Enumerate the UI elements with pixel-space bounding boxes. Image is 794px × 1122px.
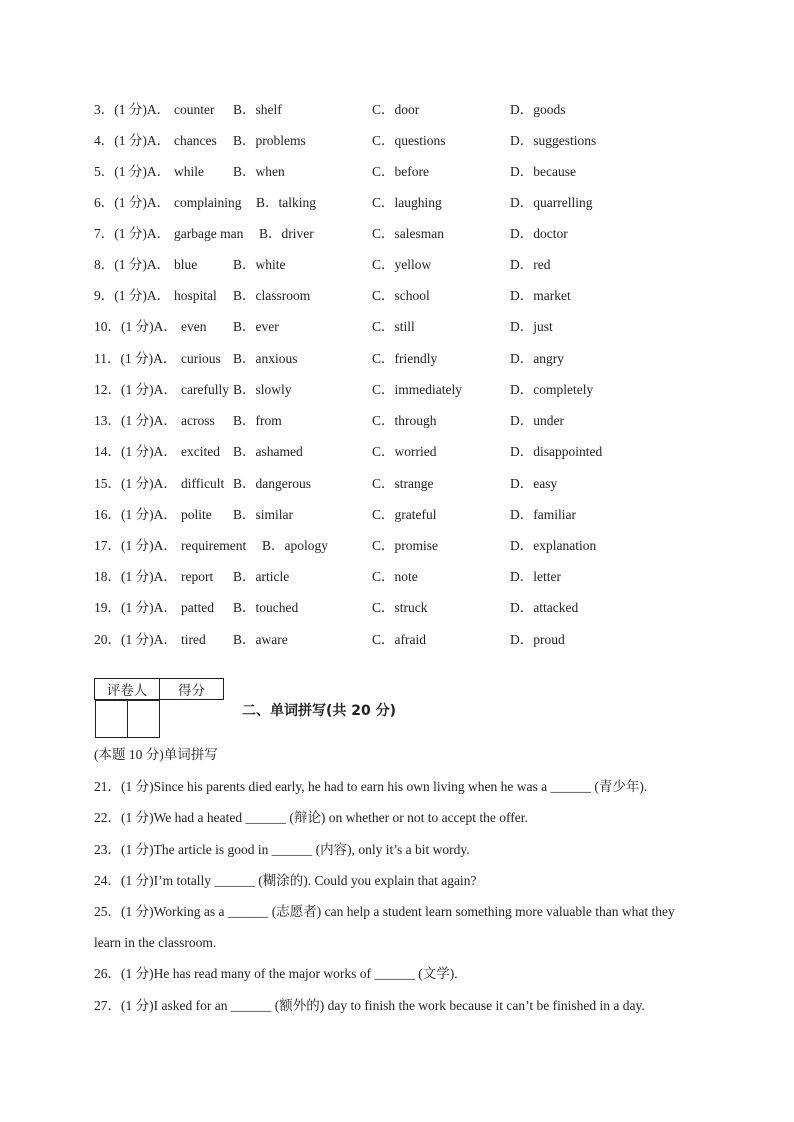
- question-number: 8．(1 分)A．: [94, 257, 171, 272]
- question-number: 7．(1 分)A．: [94, 226, 171, 241]
- option-c: C．worried: [372, 444, 437, 459]
- section-note: (本题 10 分)单词拼写: [94, 747, 218, 762]
- option-a: carefully: [181, 382, 229, 397]
- option-b: B．driver: [259, 226, 314, 241]
- grader-cell: [95, 701, 127, 738]
- option-d: D．angry: [510, 351, 564, 366]
- option-c: C．grateful: [372, 507, 437, 522]
- option-b: B．apology: [262, 538, 328, 553]
- option-c: C．still: [372, 319, 415, 334]
- grader-header: 评卷人: [95, 679, 160, 700]
- question-number: 13．(1 分)A．: [94, 413, 177, 428]
- option-b: B．ashamed: [233, 444, 303, 459]
- option-b: B．dangerous: [233, 476, 311, 491]
- option-d: D．suggestions: [510, 133, 597, 148]
- option-c: C．laughing: [372, 195, 442, 210]
- option-b: B．white: [233, 257, 286, 272]
- score-cell: [127, 701, 159, 738]
- option-a: excited: [181, 444, 220, 459]
- option-b: B．from: [233, 413, 282, 428]
- question-number: 16．(1 分)A．: [94, 507, 177, 522]
- option-d: D．disappointed: [510, 444, 603, 459]
- spelling-continuation: learn in the classroom.: [94, 935, 217, 950]
- section-title: 二、单词拼写(共 20 分): [242, 703, 397, 719]
- option-c: C．yellow: [372, 257, 432, 272]
- option-b: B．problems: [233, 133, 306, 148]
- option-a: chances: [174, 133, 217, 148]
- question-number: 10．(1 分)A．: [94, 319, 177, 334]
- option-c: C．door: [372, 102, 420, 117]
- option-c: C．before: [372, 164, 429, 179]
- option-b: B．anxious: [233, 351, 298, 366]
- option-a: requirement: [181, 538, 247, 553]
- option-c: C．strange: [372, 476, 434, 491]
- question-number: 6．(1 分)A．: [94, 195, 171, 210]
- option-d: D．red: [510, 257, 551, 272]
- question-number: 15．(1 分)A．: [94, 476, 177, 491]
- option-a: curious: [181, 351, 221, 366]
- question-number: 17．(1 分)A．: [94, 538, 177, 553]
- option-a: counter: [174, 102, 215, 117]
- option-d: D．market: [510, 288, 571, 303]
- option-d: D．goods: [510, 102, 566, 117]
- option-a: even: [181, 319, 207, 334]
- question-number: 19．(1 分)A．: [94, 600, 177, 615]
- option-c: C．salesman: [372, 226, 444, 241]
- spelling-question: 24．(1 分)I’m totally ______ (糊涂的). Could you explain that again?: [94, 873, 477, 888]
- spelling-question: 23．(1 分)The article is good in ______ (内容), only it’s a bit wordy.: [94, 842, 470, 857]
- option-b: B．talking: [256, 195, 316, 210]
- option-d: D．just: [510, 319, 553, 334]
- option-b: B．ever: [233, 319, 279, 334]
- option-c: C．afraid: [372, 632, 426, 647]
- question-number: 4．(1 分)A．: [94, 133, 171, 148]
- question-number: 18．(1 分)A．: [94, 569, 177, 584]
- option-a: patted: [181, 600, 214, 615]
- option-d: D．familiar: [510, 507, 576, 522]
- option-c: C．questions: [372, 133, 446, 148]
- option-c: C．immediately: [372, 382, 462, 397]
- option-a: tired: [181, 632, 206, 647]
- spelling-question: 25．(1 分)Working as a ______ (志愿者) can help a student learn something more valuable than what they: [94, 904, 675, 919]
- option-b: B．aware: [233, 632, 288, 647]
- spelling-question: 27．(1 分)I asked for an ______ (额外的) day to finish the work because it can’t be finished in a day.: [94, 998, 645, 1013]
- option-d: D．doctor: [510, 226, 568, 241]
- question-number: 5．(1 分)A．: [94, 164, 171, 179]
- option-a: while: [174, 164, 204, 179]
- score-table: [94, 678, 224, 738]
- option-a: hospital: [174, 288, 217, 303]
- score-header: 得分: [160, 679, 224, 700]
- option-d: D．letter: [510, 569, 561, 584]
- option-c: C．note: [372, 569, 418, 584]
- option-a: blue: [174, 257, 198, 272]
- option-c: C．struck: [372, 600, 428, 615]
- option-d: D．easy: [510, 476, 558, 491]
- option-c: C．through: [372, 413, 437, 428]
- option-a: across: [181, 413, 215, 428]
- option-d: D．because: [510, 164, 576, 179]
- option-d: D．under: [510, 413, 564, 428]
- question-number: 3．(1 分)A．: [94, 102, 171, 117]
- question-number: 20．(1 分)A．: [94, 632, 177, 647]
- option-c: C．promise: [372, 538, 438, 553]
- option-a: polite: [181, 507, 212, 522]
- option-b: B．classroom: [233, 288, 311, 303]
- option-a: complaining: [174, 195, 242, 210]
- option-d: D．proud: [510, 632, 565, 647]
- spelling-question: 21．(1 分)Since his parents died early, he had to earn his own living when he was a ______ (青少年).: [94, 779, 648, 794]
- option-d: D．completely: [510, 382, 594, 397]
- option-c: C．school: [372, 288, 430, 303]
- option-b: B．similar: [233, 507, 293, 522]
- option-b: B．touched: [233, 600, 299, 615]
- option-d: D．quarrelling: [510, 195, 593, 210]
- option-c: C．friendly: [372, 351, 438, 366]
- question-number: 9．(1 分)A．: [94, 288, 171, 303]
- option-a: garbage man: [174, 226, 244, 241]
- option-b: B．article: [233, 569, 290, 584]
- option-a: difficult: [181, 476, 225, 491]
- option-b: B．when: [233, 164, 285, 179]
- spelling-question: 26．(1 分)He has read many of the major works of ______ (文学).: [94, 966, 458, 981]
- question-number: 14．(1 分)A．: [94, 444, 177, 459]
- option-b: B．slowly: [233, 382, 292, 397]
- option-b: B．shelf: [233, 102, 282, 117]
- option-a: report: [181, 569, 214, 584]
- option-d: D．explanation: [510, 538, 597, 553]
- question-number: 11．(1 分)A．: [94, 351, 177, 366]
- option-d: D．attacked: [510, 600, 579, 615]
- question-number: 12．(1 分)A．: [94, 382, 177, 397]
- spelling-question: 22．(1 分)We had a heated ______ (辩论) on whether or not to accept the offer.: [94, 810, 528, 825]
